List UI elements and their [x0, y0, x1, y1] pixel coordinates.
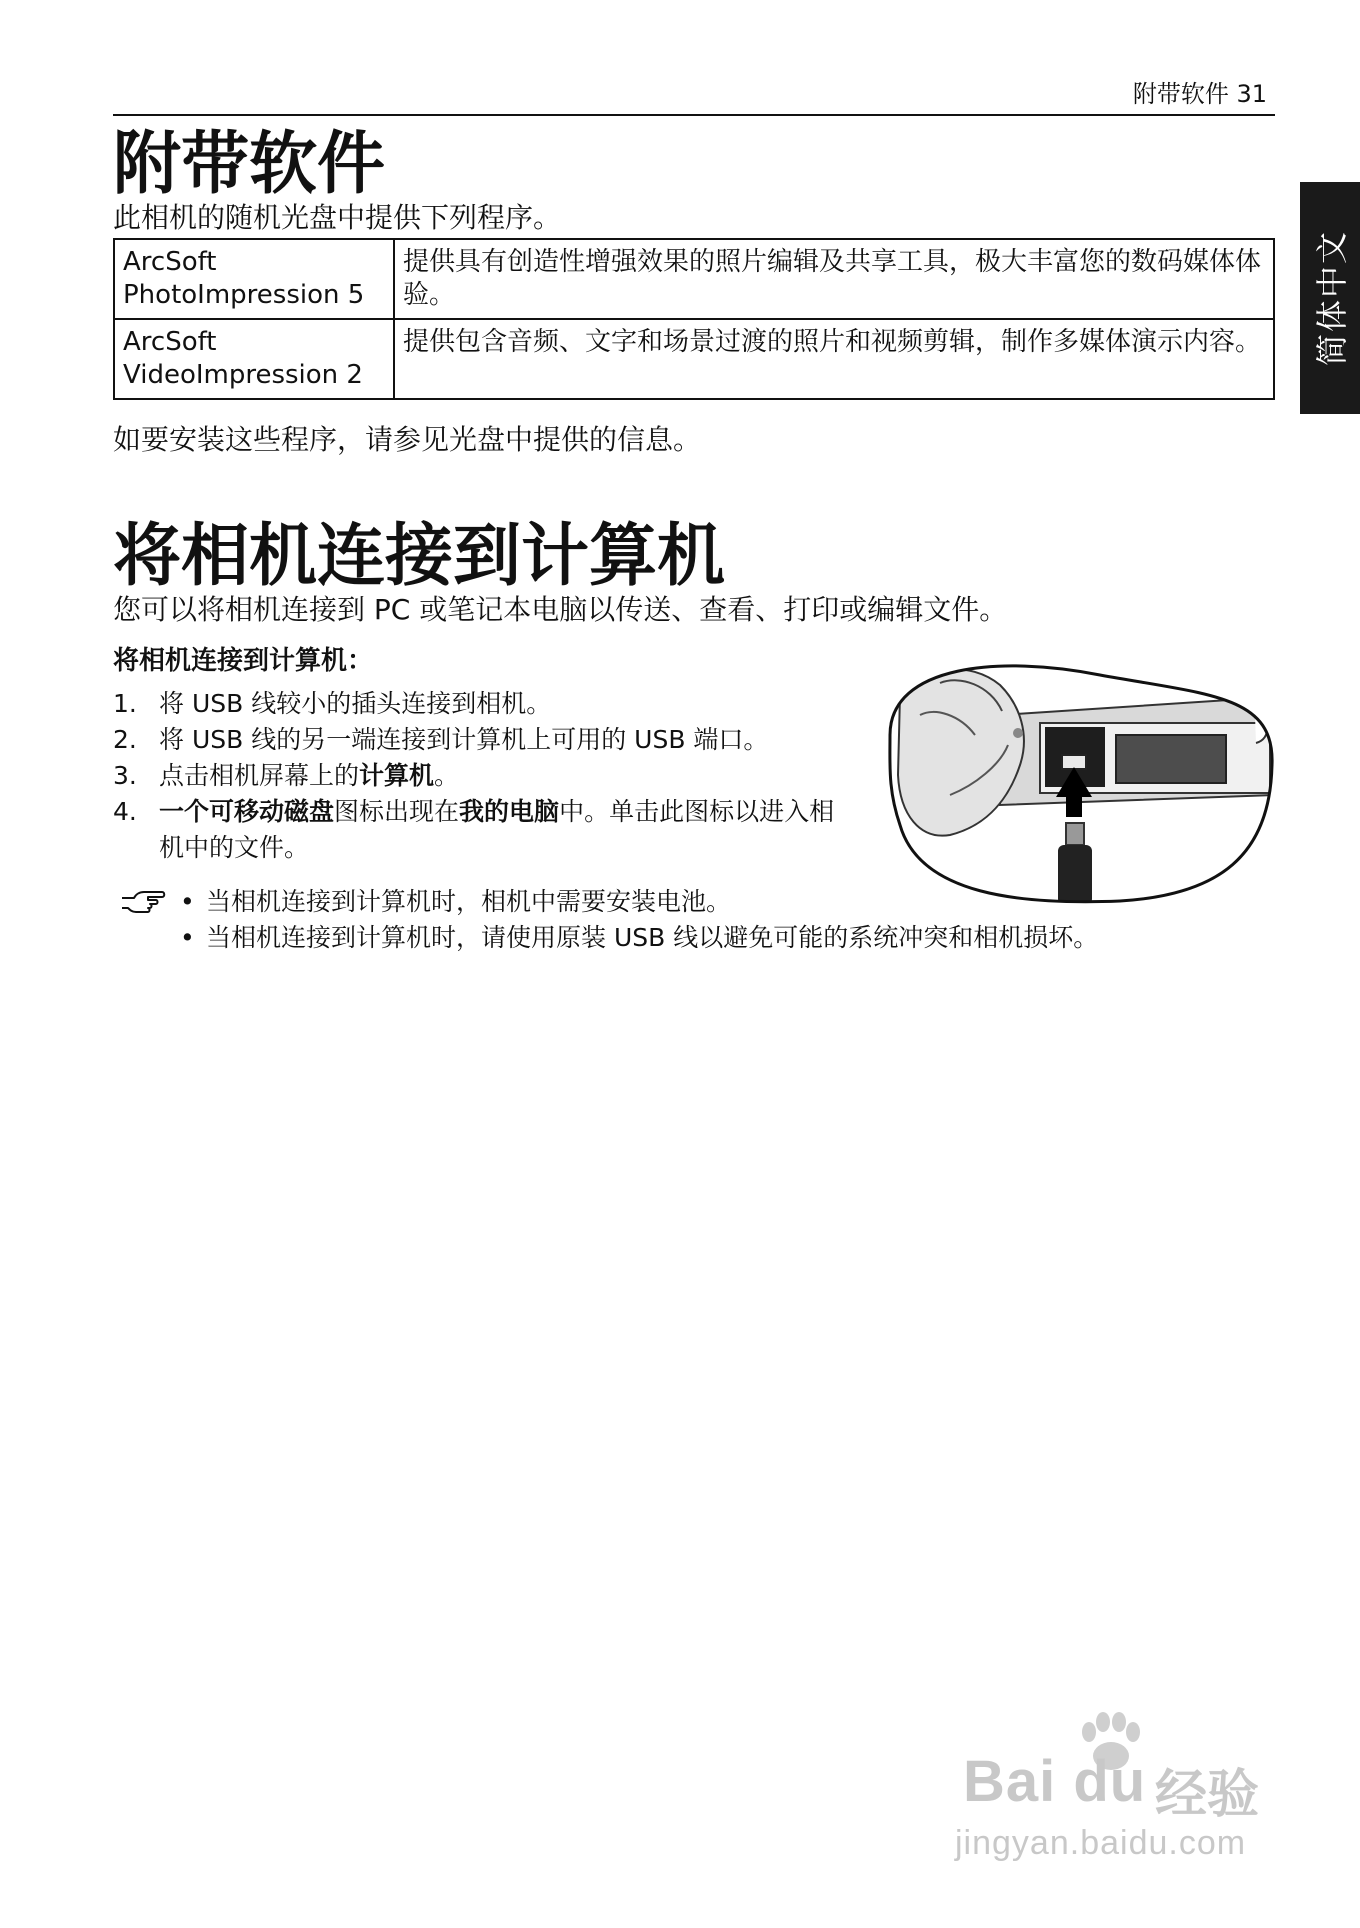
section-title-bundled-software: 附带软件 [113, 125, 386, 204]
step-text: 图标出现在 [334, 797, 460, 826]
table-row [114, 319, 1274, 399]
pointing-hand-icon [120, 888, 166, 918]
software-table [113, 238, 1275, 400]
software-name: ArcSoft PhotoImpression 5 [114, 239, 394, 319]
baidu-watermark [955, 1712, 1285, 1872]
usb-connection-illustration [880, 655, 1275, 905]
list-item [113, 794, 853, 866]
procedure-title: 将相机连接到计算机： [113, 646, 374, 676]
list-item [113, 758, 853, 794]
software-name: ArcSoft VideoImpression 2 [114, 319, 394, 399]
watermark-brand-cn: 经验 [1155, 1765, 1260, 1825]
software-intro: 此相机的随机光盘中提供下列程序。 [113, 201, 562, 234]
page-header [113, 70, 1275, 116]
list-item: • 当相机连接到计算机时，相机中需要安装电池。 [178, 884, 1098, 920]
table-row [114, 239, 1274, 319]
connect-intro: 您可以将相机连接到 PC 或笔记本电脑以传送、查看、打印或编辑文件。 [113, 593, 1008, 626]
header-title-page-number: 附带软件 31 [1132, 80, 1267, 108]
step-number: 1. [113, 689, 137, 718]
list-item: • 当相机连接到计算机时，请使用原装 USB 线以避免可能的系统冲突和相机损坏。 [178, 920, 1098, 956]
language-tab-label: 简体中文 [1313, 229, 1351, 367]
step-text-bold: 计算机 [359, 761, 435, 790]
step-text: 将 USB 线的另一端连接到计算机上可用的 USB 端口。 [159, 725, 769, 754]
step-text: 中。单击此图标以进入相机中的文件。 [159, 797, 835, 862]
steps-list [113, 686, 853, 866]
install-note: 如要安装这些程序，请参见光盘中提供的信息。 [113, 423, 702, 456]
software-description: 提供具有创造性增强效果的照片编辑及共享工具，极大丰富您的数码媒体体验。 [394, 239, 1274, 319]
section-title-connect: 将相机连接到计算机 [113, 517, 726, 596]
step-number: 4. [113, 797, 137, 826]
watermark-url: jingyan.baidu.com [955, 1824, 1247, 1862]
list-item [113, 722, 853, 758]
step-text-bold: 一个 [159, 797, 210, 826]
step-text-post: 。 [434, 761, 460, 790]
step-text: 将 USB 线较小的插头连接到相机。 [159, 689, 552, 718]
language-tab [1300, 182, 1360, 414]
software-description: 提供包含音频、文字和场景过渡的照片和视频剪辑，制作多媒体演示内容。 [394, 319, 1274, 399]
step-text-pre: 点击相机屏幕上的 [159, 761, 360, 790]
step-number: 2. [113, 725, 137, 754]
step-text-bold: 我的电脑 [459, 797, 560, 826]
step-number: 3. [113, 761, 137, 790]
watermark-brand: Bai du [963, 1749, 1147, 1814]
list-item [113, 686, 853, 722]
notes-list [178, 884, 1098, 956]
step-text-bold: 可移动磁盘 [209, 797, 335, 826]
